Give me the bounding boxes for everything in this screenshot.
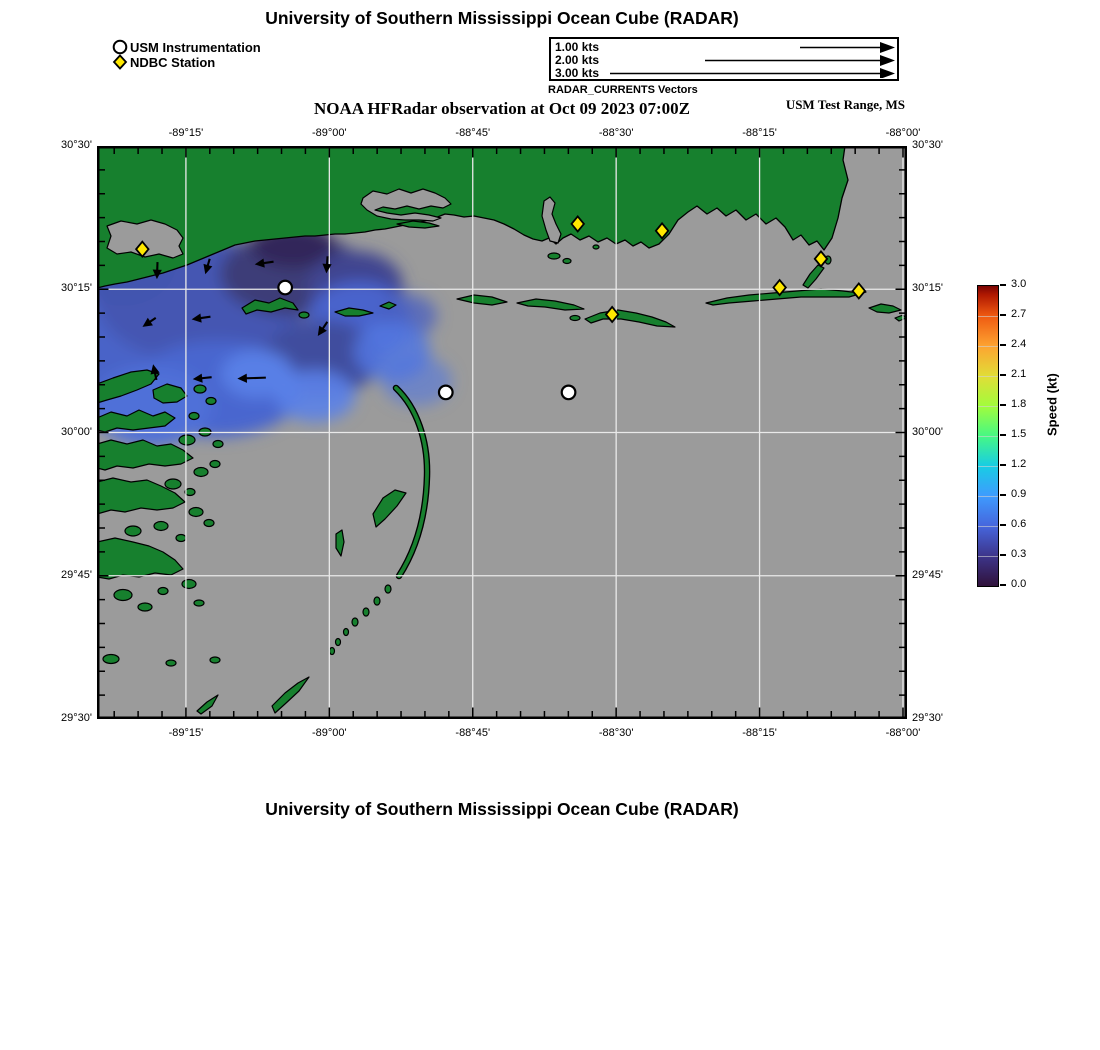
colorbar-tick-label: 0.0	[1011, 578, 1027, 590]
y-axis-label-left-4: 29°30'	[61, 712, 92, 724]
y-axis-label-right-1: 30°15'	[912, 282, 943, 295]
colorbar-tick	[1000, 284, 1006, 286]
colorbar-segment-line	[978, 496, 998, 497]
colorbar-tick-label: 0.9	[1011, 488, 1027, 500]
y-axis-label-left-3: 29°45'	[61, 568, 92, 581]
colorbar-tick-label: 2.1	[1011, 368, 1027, 380]
colorbar-tick	[1000, 584, 1006, 586]
x-axis-label-bottom-5: -88°00'	[885, 727, 921, 739]
vector-scale-1kt: 1.00 kts	[555, 40, 600, 54]
colorbar-tick	[1000, 344, 1006, 346]
usm-instrument-marker	[278, 281, 292, 295]
usm-instrument-marker	[562, 386, 576, 400]
y-axis-label-right-0: 30°30'	[912, 139, 943, 151]
usm-instrument-marker	[439, 386, 453, 400]
x-axis-label-bottom-3: -88°30'	[598, 727, 634, 739]
colorbar-tick	[1000, 374, 1006, 376]
map-svg	[97, 146, 907, 719]
ndbc-diamond-icon	[112, 54, 128, 70]
x-axis-label-top-0: -89°15'	[168, 127, 204, 139]
y-axis-label-right-2: 30°00'	[912, 425, 943, 438]
colorbar-tick-label: 1.2	[1011, 458, 1027, 470]
x-axis-label-top-1: -89°00'	[312, 127, 347, 139]
colorbar-tick	[1000, 314, 1006, 316]
y-axis-label-left-2: 30°00'	[61, 425, 92, 438]
colorbar-segment-line	[978, 406, 998, 407]
colorbar-tick	[1000, 404, 1006, 406]
page-title-bottom: University of Southern Mississippi Ocean Cube (RADAR)	[265, 799, 739, 819]
colorbar-segment-line	[978, 346, 998, 347]
colorbar-segment-line	[978, 556, 998, 557]
y-axis-label-right-3: 29°45'	[912, 568, 943, 581]
vector-scale-2kt: 2.00 kts	[555, 53, 600, 67]
x-axis-label-top-3: -88°30'	[598, 127, 634, 139]
colorbar-tick	[1000, 464, 1006, 466]
y-axis-label-right-4: 29°30'	[912, 712, 943, 724]
observation-subtitle: NOAA HFRadar observation at Oct 09 2023 07:00Z	[313, 99, 691, 118]
test-range-label: USM Test Range, MS	[785, 97, 905, 112]
colorbar-tick-label: 0.3	[1011, 548, 1027, 560]
colorbar-tick-label: 1.5	[1011, 428, 1027, 440]
vector-scale-box	[549, 37, 899, 81]
y-axis-label-left-1: 30°15'	[61, 282, 92, 295]
colorbar-tick	[1000, 554, 1006, 556]
colorbar-tick	[1000, 434, 1006, 436]
x-axis-label-top-4: -88°15'	[742, 127, 777, 139]
legend-ndbc-label: NDBC Station	[130, 55, 216, 70]
colorbar-tick-label: 0.6	[1011, 518, 1027, 530]
usm-circle-icon	[112, 39, 128, 55]
colorbar-tick-label: 1.8	[1011, 398, 1027, 410]
colorbar-tick	[1000, 524, 1006, 526]
y-axis-label-left-0: 30°30'	[61, 139, 92, 151]
x-axis-label-top-2: -88°45'	[455, 127, 491, 139]
x-axis-label-bottom-0: -89°15'	[168, 727, 204, 739]
page-title-top: University of Southern Mississippi Ocean Cube (RADAR)	[265, 8, 739, 28]
legend-usm-label: USM Instrumentation	[130, 40, 261, 55]
vector-scale-arrows	[551, 39, 896, 78]
colorbar-segment-line	[978, 526, 998, 527]
colorbar-segment-line	[978, 316, 998, 317]
colorbar-segment-line	[978, 376, 998, 377]
colorbar-segment-line	[978, 466, 998, 467]
colorbar-tick-label: 2.7	[1011, 308, 1027, 320]
colorbar-tick-label: 3.0	[1011, 278, 1027, 290]
x-axis-label-bottom-2: -88°45'	[455, 727, 491, 739]
x-axis-label-top-5: -88°00'	[885, 127, 921, 139]
map-canvas	[97, 146, 907, 719]
colorbar-tick-label: 2.4	[1011, 338, 1027, 350]
colorbar-tick	[1000, 494, 1006, 496]
x-axis-label-bottom-4: -88°15'	[742, 727, 777, 739]
x-axis-label-bottom-1: -89°00'	[312, 727, 347, 739]
vector-scale-3kt: 3.00 kts	[555, 66, 600, 80]
vector-scale-caption: RADAR_CURRENTS Vectors	[548, 84, 698, 96]
radar-plot-page: University of Southern Mississippi Ocean Cube (RADAR) USM Instrumentation NDBC Station 1.00 kts 2.00 kts 3.00 kts RADAR_CURRENTS Vectors NOAA HFRadar observation at Oct 09 2023 07:00Z USM Test Range, MS Speed (kt) University of Southern Mississippi Ocean Cube (RADAR) -89°15' -89°15' -89°00' -89°00' -88°45' -88°45' -88°30' -88°30' -88°15' -88°15' -88°00' -88°00' 30°30' 30°30' 30°15' 30°15' 30°00' 30°00' 29°45' 29°45' 29°30' 29°30' 3.0 2.7 2.4 2.1 1.8 1.5 1.2 0.9 0.6 0.3 0.0	[0, 0, 1100, 1050]
